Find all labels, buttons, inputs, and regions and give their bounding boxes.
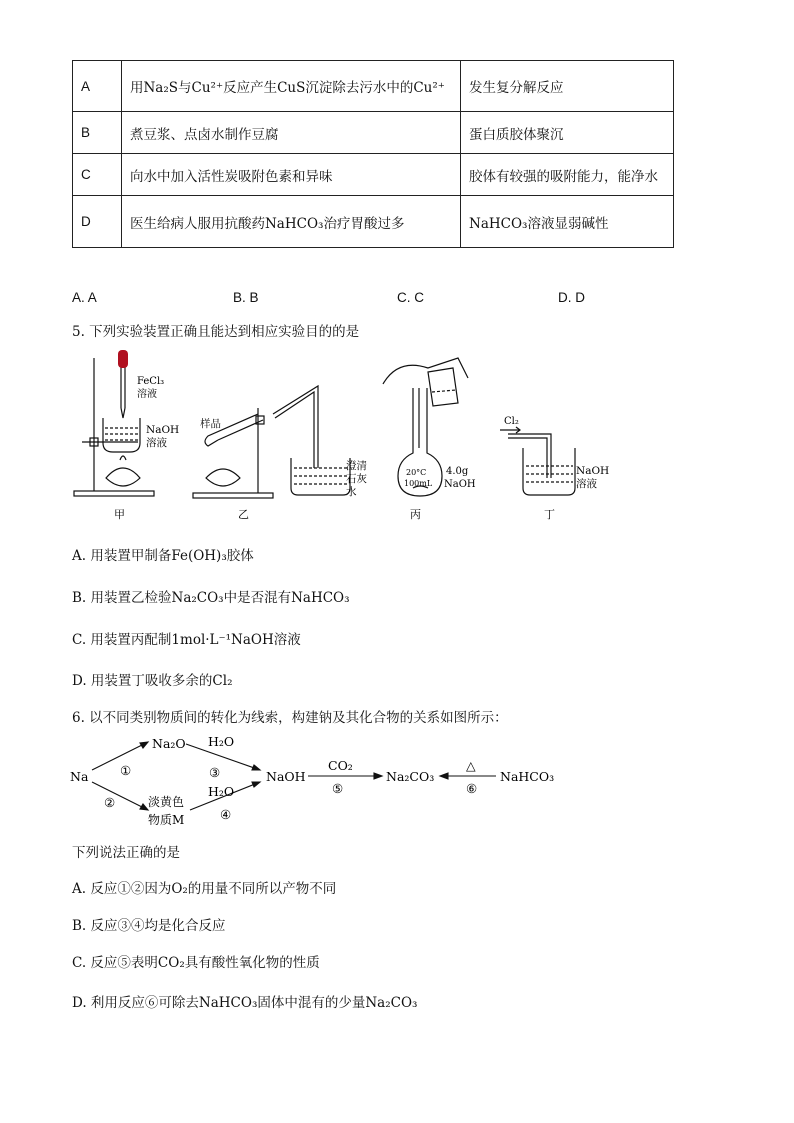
reaction-5: ⑤ (332, 781, 344, 796)
row-label: A (73, 61, 122, 112)
node-nahco3: NaHCO₃ (500, 769, 555, 784)
label-co2: CO₂ (328, 758, 353, 773)
label-h2o-4: H₂O (208, 784, 235, 799)
yi-lime1: 澄清 (346, 460, 367, 472)
q5-option-b: B. 用装置乙检验Na₂CO₃中是否混有NaHCO₃ (72, 590, 350, 606)
reaction-3: ③ (209, 765, 221, 780)
yi-lime2: 石灰 (346, 473, 367, 485)
q6-option-b: B. 反应③④均是化合反应 (72, 918, 226, 934)
node-na: Na (70, 769, 89, 784)
row-label: B (73, 112, 122, 154)
q4-option-b: B. B (233, 290, 259, 305)
q5-option-c: C. 用装置丙配制1mol·L⁻¹NaOH溶液 (72, 632, 301, 648)
apparatus-ding (500, 427, 575, 495)
row-explanation: NaHCO₃溶液显弱碱性 (461, 196, 674, 248)
row-content: 用Na₂S与Cu²⁺反应产生CuS沉淀除去污水中的Cu²⁺ (122, 61, 461, 112)
bing-mass: 4.0g (446, 466, 469, 477)
bing-vol: 100mL (404, 479, 433, 488)
q5-option-a: A. 用装置甲制备Fe(OH)₃胶体 (72, 548, 254, 564)
row-content: 向水中加入活性炭吸附色素和异味 (122, 154, 461, 196)
table-row (73, 196, 674, 248)
jia-caption: 甲 (114, 508, 125, 521)
table-row (73, 61, 674, 112)
q6-option-d: D. 利用反应⑥可除去NaHCO₃固体中混有的少量Na₂CO₃ (72, 995, 418, 1011)
reaction-4: ④ (220, 807, 232, 822)
q6-question: 6. 以不同类别物质间的转化为线索，构建钠及其化合物的关系如图所示： (72, 710, 508, 726)
bing-temp: 20°C (406, 468, 427, 477)
jia-reagent1: FeCl₃ (137, 376, 165, 387)
jia-reagent1b: 溶液 (137, 389, 157, 400)
node-na2co3: Na₂CO₃ (386, 769, 435, 784)
yi-caption: 乙 (238, 508, 249, 521)
q4-option-a: A. A (72, 290, 97, 305)
bing-chem: NaOH (444, 479, 476, 490)
yi-sample: 样品 (200, 418, 221, 430)
label-h2o-3: H₂O (208, 734, 235, 749)
jia-reagent2b: 溶液 (146, 437, 167, 449)
apparatus-figure (68, 348, 628, 524)
conversion-diagram (68, 730, 568, 834)
node-naoh: NaOH (266, 769, 306, 784)
q4-option-c: C. C (397, 290, 424, 305)
row-explanation: 蛋白质胶体聚沉 (461, 112, 674, 154)
options-table (72, 60, 674, 248)
reaction-6: ⑥ (466, 781, 478, 796)
node-na2o: Na₂O (152, 736, 186, 751)
q6-prompt: 下列说法正确的是 (72, 845, 180, 861)
q5-question: 5. 下列实验装置正确且能达到相应实验目的的是 (72, 324, 360, 340)
ding-gas: Cl₂ (504, 416, 519, 427)
row-content: 医生给病人服用抗酸药NaHCO₃治疗胃酸过多 (122, 196, 461, 248)
yi-lime3: 水 (346, 486, 357, 498)
node-m-line1: 淡黄色 (148, 795, 185, 809)
row-explanation: 发生复分解反应 (461, 61, 674, 112)
arrow-2 (92, 782, 148, 810)
table-row (73, 112, 674, 154)
bing-caption: 丙 (410, 508, 421, 521)
dropper-bulb-icon (118, 350, 128, 368)
reaction-2: ② (104, 795, 116, 810)
table-row (73, 154, 674, 196)
q6-option-c: C. 反应⑤表明CO₂具有酸性氧化物的性质 (72, 955, 320, 971)
row-explanation: 胶体有较强的吸附能力，能净水 (461, 154, 674, 196)
jia-reagent2: NaOH (146, 424, 180, 436)
q6-option-a: A. 反应①②因为O₂的用量不同所以产物不同 (72, 881, 337, 897)
ding-sol2: 溶液 (576, 478, 597, 490)
row-content: 煮豆浆、点卤水制作豆腐 (122, 112, 461, 154)
ding-sol1: NaOH (576, 465, 610, 477)
row-label: D (73, 196, 122, 248)
reaction-1: ① (120, 763, 132, 778)
ding-caption: 丁 (544, 508, 555, 521)
label-heat: △ (466, 758, 476, 773)
q5-option-d: D. 用装置丁吸收多余的Cl₂ (72, 673, 233, 689)
q4-option-d: D. D (558, 290, 585, 305)
apparatus-yi (193, 386, 350, 498)
node-m-line2: 物质M (148, 813, 185, 827)
row-label: C (73, 154, 122, 196)
